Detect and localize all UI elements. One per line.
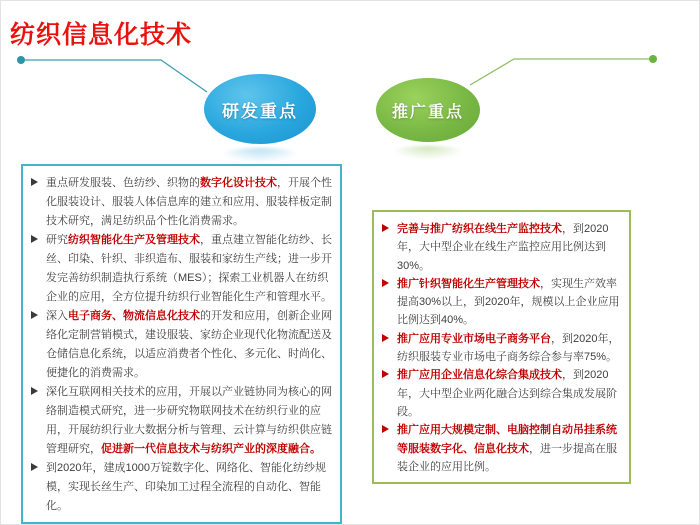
highlighted-text: 推广针织智能化生产管理技术 xyxy=(397,277,540,290)
body-text: ，到2020年，大中型企业在线生产监控应用比例达到30%。 xyxy=(397,223,609,272)
list-item xyxy=(382,366,621,421)
bullet-arrow-icon xyxy=(31,174,38,193)
right-callout-line xyxy=(470,59,652,85)
body-text: ，进一步提高在服装企业的应用比例。 xyxy=(397,442,617,473)
body-text: 研究 xyxy=(46,234,68,246)
bullet-arrow-icon xyxy=(382,421,389,439)
list-item xyxy=(31,307,332,383)
promotion-focus-panel xyxy=(372,210,631,484)
body-text: ，到2020年，纺织服装专业市场电子商务综合参与率75%。 xyxy=(397,332,620,364)
bullet-arrow-icon xyxy=(382,366,389,384)
research-focus-panel xyxy=(21,164,342,524)
left-callout-dot-icon xyxy=(17,56,25,64)
body-text: ，实现生产效率提高30%以上，到2020年，规模以上企业应用比例达到40%。 xyxy=(397,277,620,327)
highlighted-text: 推广应用专业市场电子商务平台 xyxy=(397,332,551,345)
page-title: 纺织信息化技术 xyxy=(10,21,193,49)
badge-promotion-reflection xyxy=(392,146,464,159)
right-callout-dot-icon xyxy=(649,55,657,63)
list-item xyxy=(31,231,332,307)
list-item xyxy=(31,459,332,516)
research-bullet-list xyxy=(31,174,332,516)
body-text: 的开发和应用，创新企业网络化定制营销模式，建设服装、家纺企业现代化物流配送及仓储信息化系统，以适应消费者个性化、多元化、时尚化、便捷化的消费需求。 xyxy=(46,310,332,379)
body-text: ，重点建立智能化纺纱、长丝、印染、针织、非织造布、服装和家纺生产线；进一步开发完善纺织制造执行系统（MES）；探索工业机器人在纺织企业的应用，全方位提升纺织行业智能化生产和管理水平。 xyxy=(46,234,332,303)
list-item xyxy=(382,220,621,275)
bullet-arrow-icon xyxy=(382,275,389,293)
body-text: 深化互联网相关技术的应用，开展以产业链协同为核心的网络制造模式研究，进一步研究物联网技术在纺织行业的应用，开展纺织行业大数据分析与管理、云计算与纺织供应链管理研究， xyxy=(46,386,332,455)
badge-promotion-label: 推广重点 xyxy=(391,103,464,121)
badge-research-reflection xyxy=(220,148,300,162)
bullet-arrow-icon xyxy=(382,330,389,348)
body-text: 深入 xyxy=(46,310,68,322)
body-text: ，开展个性化服装设计、服装人体信息库的建立和应用、服装样板定制技术研究，满足纺织品个性化消费需求。 xyxy=(46,177,332,227)
left-callout-line xyxy=(21,60,207,92)
badge-research-focus xyxy=(204,74,316,144)
highlighted-text: 数字化设计技术 xyxy=(200,177,277,189)
bullet-arrow-icon xyxy=(31,231,38,250)
list-item xyxy=(382,330,621,367)
list-item xyxy=(382,421,621,476)
list-item xyxy=(31,383,332,459)
highlighted-text: 电子商务、物流信息化技术 xyxy=(68,310,200,322)
list-item xyxy=(31,174,332,231)
body-text: 重点研发服装、色纺纱、织物的 xyxy=(46,177,200,189)
highlighted-text: 推广应用企业信息化综合集成技术 xyxy=(397,369,562,382)
bullet-arrow-icon xyxy=(382,220,389,238)
bullet-arrow-icon xyxy=(31,459,38,478)
promotion-bullet-list xyxy=(382,220,621,476)
body-text: 到2020年，建成1000万锭数字化、网络化、智能化纺纱规模，实现长丝生产、印染加工过程全流程的自动化、智能化。 xyxy=(46,462,326,512)
bullet-arrow-icon xyxy=(31,307,38,326)
list-item xyxy=(382,275,621,330)
highlighted-text: 促进新一代信息技术与纺织产业的深度融合。 xyxy=(101,443,321,455)
badge-research-label: 研发重点 xyxy=(222,101,298,121)
highlighted-text: 推广应用大规模定制、电脑控制自动吊挂系统等服装数字化、信息化技术 xyxy=(397,424,617,455)
bullet-arrow-icon xyxy=(31,383,38,402)
highlighted-text: 纺织智能化生产及管理技术 xyxy=(68,234,200,246)
badge-promotion-focus xyxy=(376,78,480,142)
body-text: ，到2020年，大中型企业两化融合达到综合集成发展阶段。 xyxy=(397,369,617,418)
highlighted-text: 完善与推广纺织在线生产监控技术 xyxy=(397,223,562,235)
